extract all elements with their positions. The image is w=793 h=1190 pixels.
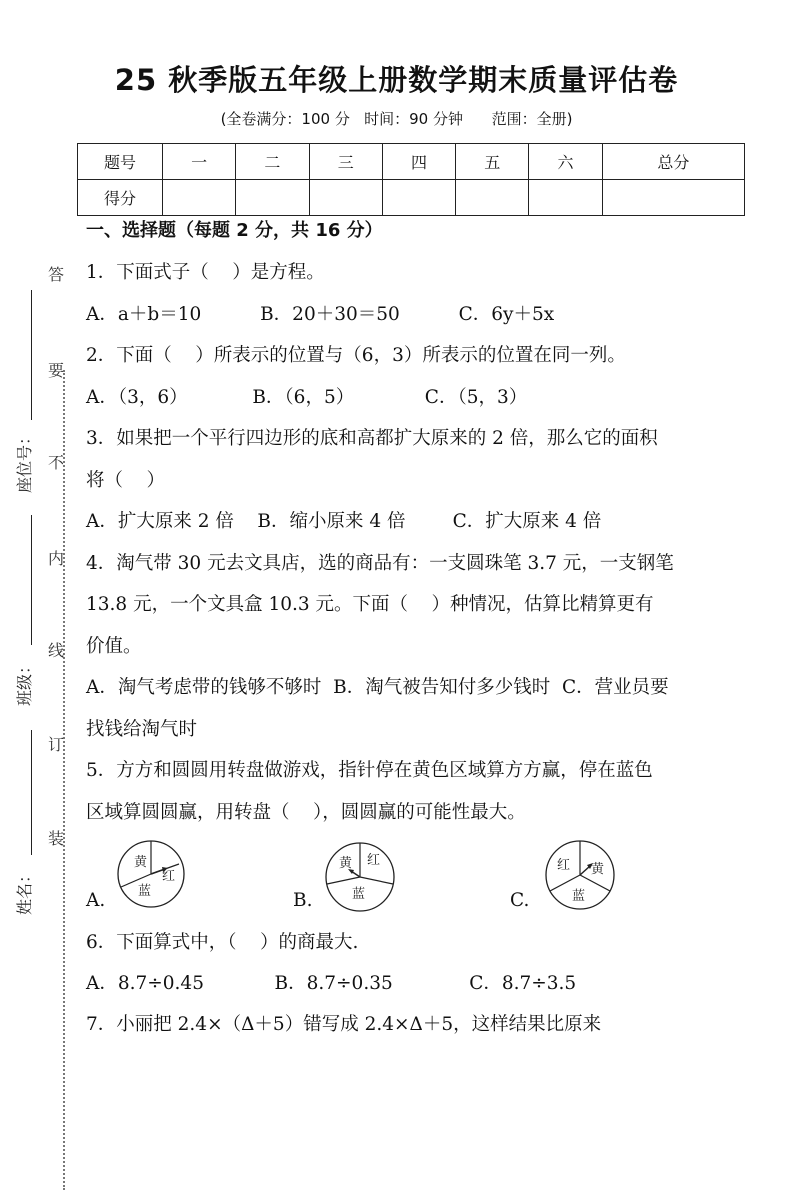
option-c-label: C. xyxy=(510,890,530,911)
option-line: A．（3，6） B．（6，5） C．（5，3） xyxy=(86,387,528,408)
option-line: 找钱给淘气时 xyxy=(86,719,198,740)
spinner-c xyxy=(543,838,617,912)
score-table-header-row xyxy=(78,144,745,180)
name-label: 姓名： xyxy=(15,866,34,915)
binding-char: 装 xyxy=(48,829,65,848)
score-input-cell[interactable] xyxy=(236,180,309,216)
score-header-cell: 四 xyxy=(382,144,455,180)
question-line: 将（ ） xyxy=(86,470,166,491)
sector-label: 黄 xyxy=(591,862,605,877)
question-line: 区域算圆圆赢，用转盘（ ），圆圆赢的可能性最大。 xyxy=(86,802,526,823)
score-header-cell: 题号 xyxy=(78,144,163,180)
seat-number-field[interactable] xyxy=(31,290,32,420)
class-field[interactable] xyxy=(31,515,32,645)
question-line: 价值。 xyxy=(86,636,142,657)
score-header-cell: 一 xyxy=(163,144,236,180)
score-row-label: 得分 xyxy=(78,180,163,216)
score-input-cell[interactable] xyxy=(529,180,602,216)
option-line: A．a＋b＝10 B．20＋30＝50 C．6y＋5x xyxy=(86,304,555,325)
section-heading-choice: 一、选择题（每题 2 分，共 16 分） xyxy=(86,220,383,241)
binding-char: 订 xyxy=(48,735,65,754)
question-line: 2．下面（ ）所表示的位置与（6，3）所表示的位置在同一列。 xyxy=(86,345,626,366)
score-input-cell[interactable] xyxy=(309,180,382,216)
exam-title: 25 秋季版五年级上册数学期末质量评估卷 xyxy=(114,63,679,97)
score-header-cell: 总分 xyxy=(602,144,744,180)
question-line: 4．淘气带 30 元去文具店，选的商品有：一支圆珠笔 3.7 元，一支钢笔 xyxy=(86,553,674,574)
name-field[interactable] xyxy=(31,730,32,855)
sector-label: 黄 xyxy=(134,855,148,870)
binding-char: 内 xyxy=(48,549,65,568)
score-input-cell[interactable] xyxy=(163,180,236,216)
question-line: 13.8 元，一个文具盒 10.3 元。下面（ ）种情况，估算比精算更有 xyxy=(86,594,654,615)
score-header-cell: 六 xyxy=(529,144,602,180)
spinner-b xyxy=(323,840,397,914)
score-header-cell: 三 xyxy=(309,144,382,180)
class-label: 班级： xyxy=(15,657,34,706)
binding-char: 线 xyxy=(48,641,65,660)
spinner-a xyxy=(115,838,187,910)
binding-char: 要 xyxy=(48,361,65,380)
question-line: 7．小丽把 2.4×（Δ＋5）错写成 2.4×Δ＋5，这样结果比原来 xyxy=(86,1014,602,1035)
binding-char: 不 xyxy=(48,453,65,472)
question-line: 1．下面式子（ ）是方程。 xyxy=(86,262,325,283)
question-line: 5．方方和圆圆用转盘做游戏，指针停在黄色区域算方方赢，停在蓝色 xyxy=(86,760,653,781)
sector-label: 红 xyxy=(557,858,571,873)
score-table-score-row xyxy=(78,180,745,216)
sector-label: 蓝 xyxy=(572,889,586,904)
sector-label: 蓝 xyxy=(138,884,152,899)
question-line: 6．下面算式中，（ ）的商最大. xyxy=(86,932,359,953)
sector-label: 红 xyxy=(162,869,176,884)
binding-char: 答 xyxy=(48,265,65,284)
sector-label: 蓝 xyxy=(352,887,366,902)
exam-subtitle: (全卷满分：100 分 时间：90 分钟 范围：全册) xyxy=(220,110,573,128)
sector-label: 黄 xyxy=(339,856,353,871)
option-line: A．扩大原来 2 倍 B．缩小原来 4 倍 C．扩大原来 4 倍 xyxy=(86,511,602,532)
option-line: A．淘气考虑带的钱够不够时 B．淘气被告知付多少钱时 C．营业员要 xyxy=(86,677,669,698)
score-header-cell: 二 xyxy=(236,144,309,180)
sector-label: 红 xyxy=(367,853,381,868)
score-input-cell[interactable] xyxy=(602,180,744,216)
option-b-label: B. xyxy=(293,890,313,911)
score-input-cell[interactable] xyxy=(456,180,529,216)
option-line: A．8.7÷0.45 B．8.7÷0.35 C．8.7÷3.5 xyxy=(86,973,577,994)
binding-dotted-line xyxy=(63,370,65,1190)
question-line: 3．如果把一个平行四边形的底和高都扩大原来的 2 倍，那么它的面积 xyxy=(86,428,658,449)
score-header-cell: 五 xyxy=(456,144,529,180)
score-table xyxy=(77,143,745,216)
seat-number-label: 座位号： xyxy=(15,428,34,493)
score-input-cell[interactable] xyxy=(382,180,455,216)
option-a-label: A. xyxy=(86,890,106,911)
